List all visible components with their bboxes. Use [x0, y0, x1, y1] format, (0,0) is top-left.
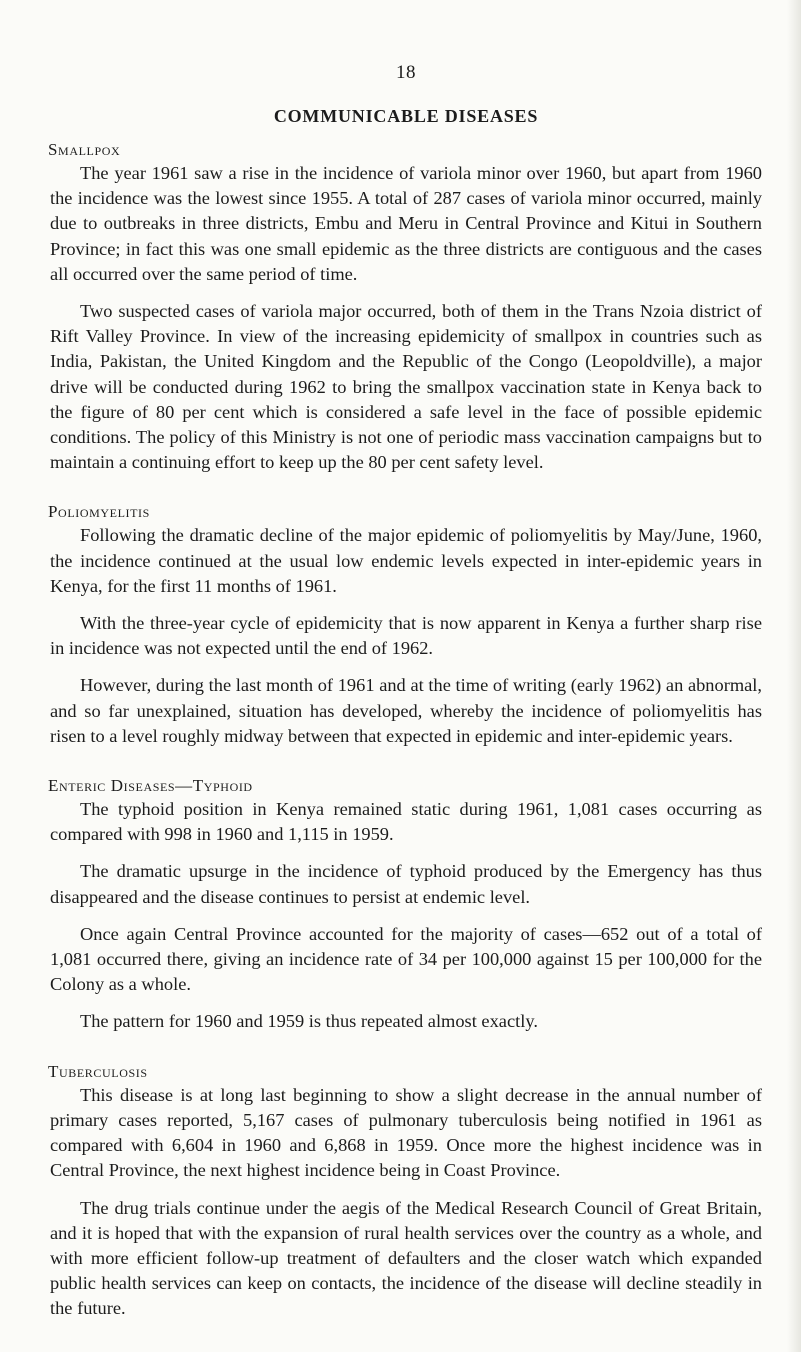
paragraph: The dramatic upsurge in the incidence of typhoid produced by the Emergency has thus disappeared and the disease continues to persist at endemic level.	[50, 861, 762, 907]
paragraph: This disease is at long last beginning to show a slight decrease in the annual number of primary cases reported, 5,167 cases of pulmonary tuberculosis being notified in 1961 as compared with 6,604 in 1960 and 6,868 in 1959. Once more the highest incidence was in Central Province, the next highest incidence being in Coast Province.	[50, 1084, 762, 1181]
document-page	[50, 62, 762, 1322]
section-heading-enteric-diseases: Enteric Diseases—Typhoid	[48, 776, 253, 796]
paragraph: Two suspected cases of variola major occurred, both of them in the Trans Nzoia district of Rift Valley Province. In view of the increasing epidemicity of smallpox in countries such as India, Pakistan, the United Kingdom and the Republic of the Congo (Leopoldville), a major drive will be conducted during 1962 to bring the smallpox vaccination state in Kenya back to the figure of 80 per cent which is considered a safe level in the face of possible epidemic conditions. The policy of this Ministry is not one of periodic mass vaccination campaigns but to maintain a continuing effort to keep up the 80 per cent safety level.	[50, 301, 762, 473]
paragraph: The pattern for 1960 and 1959 is thus repeated almost exactly.	[80, 1011, 538, 1032]
section-heading-tuberculosis: Tuberculosis	[48, 1061, 148, 1081]
section-smallpox	[50, 139, 762, 475]
page-title: COMMUNICABLE DISEASES	[273, 106, 539, 126]
section-poliomyelitis	[50, 501, 762, 749]
paragraph: The typhoid position in Kenya remained static during 1961, 1,081 cases occurring as compared with 998 in 1960 and 1,115 in 1959.	[50, 799, 762, 845]
paragraph: With the three-year cycle of epidemicity that is now apparent in Kenya a further sharp rise in incidence was not expected until the end of 1962.	[50, 613, 762, 659]
paragraph: Once again Central Province accounted for the majority of cases—652 out of a total of 1,081 occurred there, giving an incidence rate of 34 per 100,000 against 15 per 100,000 for the Colony as a whole.	[50, 923, 762, 995]
section-enteric-diseases	[50, 775, 762, 1035]
paragraph: Following the dramatic decline of the major epidemic of poliomyelitis by May/June, 1960, the incidence continued at the usual low endemic levels expected in inter-epidemic years in Kenya, for the first 11 months of 1961.	[50, 525, 762, 596]
page-edge-shadow	[787, 0, 801, 1352]
section-heading-smallpox: Smallpox	[48, 140, 121, 159]
paragraph: The drug trials continue under the aegis of the Medical Research Council of Great Britain, and it is hoped that with the expansion of rural health services over the country as a whole, and with more efficient follow-up treatment of defaulters and the closer watch which expanded public health services can keep on contacts, the incidence of the disease will decline steadily in the future.	[50, 1197, 762, 1319]
section-tuberculosis	[50, 1061, 762, 1322]
page-number: 18	[396, 62, 416, 83]
paragraph: The year 1961 saw a rise in the incidence of variola minor over 1960, but apart from 1960 the incidence was the lowest since 1955. A total of 287 cases of variola minor occurred, mainly due to outbreaks in three districts, Embu and Meru in Central Province and Kitui in Southern Province; in fact this was one small epidemic as the three districts are contiguous and the cases all occurred over the same period of time.	[50, 163, 762, 284]
paragraph: However, during the last month of 1961 and at the time of writing (early 1962) an abnormal, and so far unexplained, situation has developed, whereby the incidence of poliomyelitis has risen to a level roughly midway between that expected in epidemic and inter-epidemic years.	[50, 675, 762, 746]
section-heading-poliomyelitis: Poliomyelitis	[48, 502, 150, 522]
